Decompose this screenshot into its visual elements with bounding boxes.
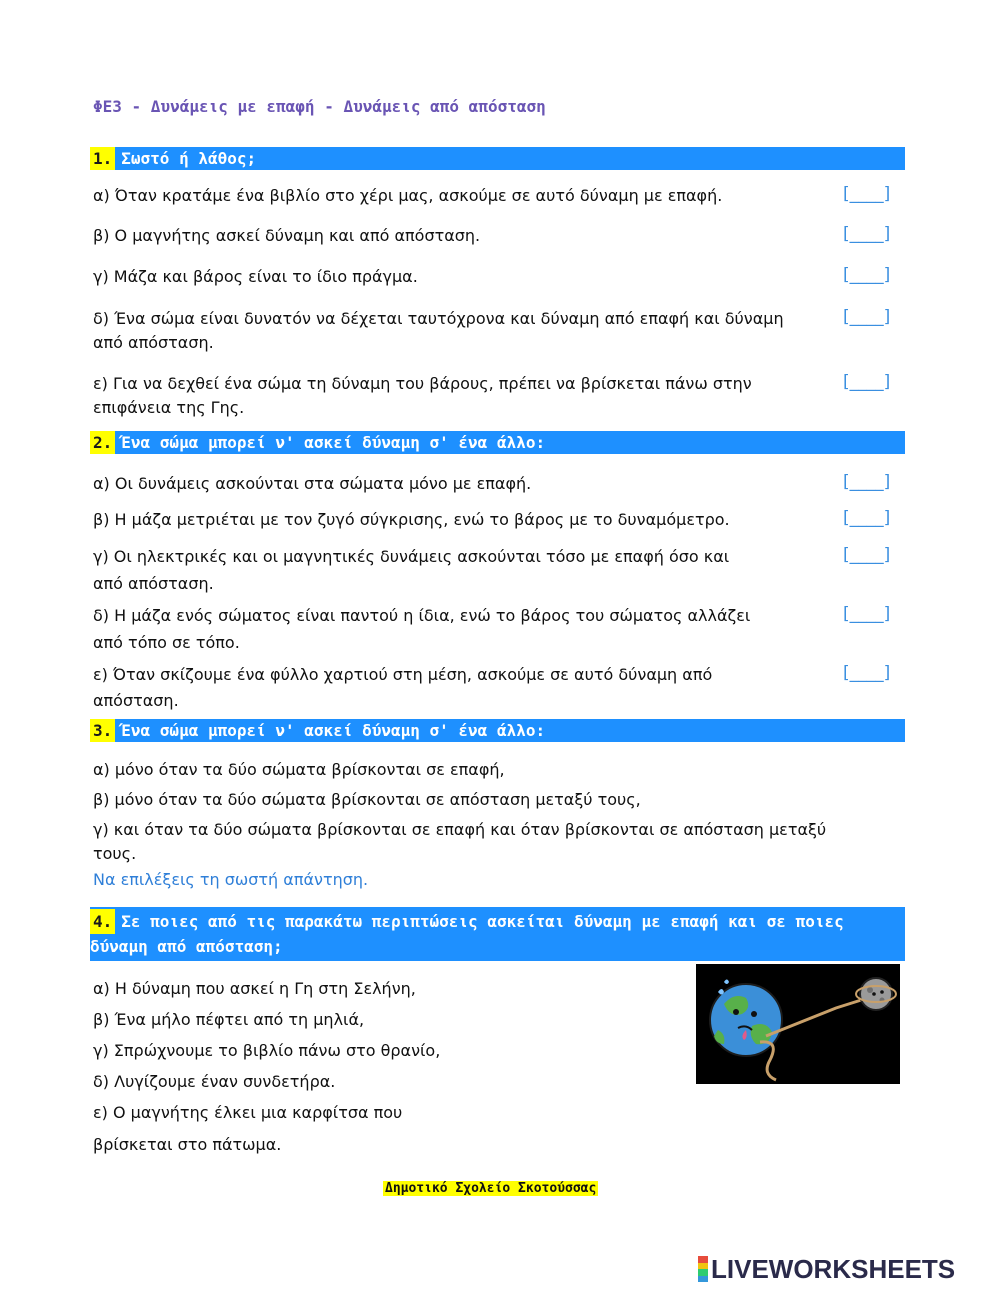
statement-1d-cont: από απόσταση. <box>93 333 214 352</box>
section-heading: Ένα σώμα μπορεί ν' ασκεί δύναμη σ' ένα άλλο: <box>121 721 546 740</box>
case-4c: γ) Σπρώχνουμε το βιβλίο πάνω στο θρανίο, <box>93 1041 441 1060</box>
answer-blank[interactable]: [____] <box>843 508 891 528</box>
answer-blank[interactable]: [____] <box>843 545 891 565</box>
case-4e-cont: βρίσκεται στο πάτωμα. <box>93 1135 282 1154</box>
instruction-text: Να επιλέξεις τη σωστή απάντηση. <box>93 870 369 889</box>
section-number: 3. <box>90 719 115 742</box>
section-4-header <box>90 907 905 961</box>
answer-blank[interactable]: [____] <box>843 184 891 204</box>
statement-2c-cont: από απόσταση. <box>93 574 214 593</box>
section-heading-line2: δύναμη από απόσταση; <box>90 937 283 956</box>
statement-1e-cont: επιφάνεια της Γης. <box>93 398 245 417</box>
section-2-header <box>90 431 905 454</box>
option-3c[interactable]: γ) και όταν τα δύο σώματα βρίσκονται σε επαφή και όταν βρίσκονται σε απόσταση μεταξύ <box>93 820 827 839</box>
section-heading: Σωστό ή λάθος; <box>121 149 257 168</box>
statement-1d: δ) Ένα σώμα είναι δυνατόν να δέχεται ταυτόχρονα και δύναμη από επαφή και δύναμη <box>93 309 784 328</box>
school-credit: Δημοτικό Σχολείο Σκοτούσσας <box>385 1181 597 1196</box>
statement-2e: ε) Όταν σκίζουμε ένα φύλλο χαρτιού στη μέση, ασκούμε σε αυτό δύναμη από <box>93 665 713 684</box>
answer-blank[interactable]: [____] <box>843 265 891 285</box>
statement-2d: δ) Η μάζα ενός σώματος είναι παντού η ίδια, ενώ το βάρος του σώματος αλλάζει <box>93 606 751 625</box>
statement-1c: γ) Μάζα και βάρος είναι το ίδιο πράγμα. <box>93 267 418 286</box>
section-number: 1. <box>90 147 115 170</box>
section-number: 4. <box>90 909 115 934</box>
statement-2a: α) Οι δυνάμεις ασκούνται στα σώματα μόνο με επαφή. <box>93 474 532 493</box>
answer-blank[interactable]: [____] <box>843 372 891 392</box>
section-3-header <box>90 719 905 742</box>
statement-2d-cont: από τόπο σε τόπο. <box>93 633 240 652</box>
logo-mark-icon <box>698 1256 708 1282</box>
liveworksheets-logo <box>698 1254 955 1284</box>
statement-2e-cont: απόσταση. <box>93 691 179 710</box>
statement-1e: ε) Για να δεχθεί ένα σώμα τη δύναμη του βάρους, πρέπει να βρίσκεται πάνω στην <box>93 374 752 393</box>
option-3c-cont: τους. <box>93 844 137 863</box>
answer-blank[interactable]: [____] <box>843 224 891 244</box>
earth-moon-icon <box>696 964 900 1084</box>
answer-blank[interactable]: [____] <box>843 472 891 492</box>
case-4a: α) Η δύναμη που ασκεί η Γη στη Σελήνη, <box>93 979 416 998</box>
page-title: ΦΕ3 - Δυνάμεις με επαφή - Δυνάμεις από απόσταση <box>93 97 546 116</box>
statement-1b: β) Ο μαγνήτης ασκεί δύναμη και από απόσταση. <box>93 226 481 245</box>
section-1-header <box>90 147 905 170</box>
answer-blank[interactable]: [____] <box>843 307 891 327</box>
option-3b[interactable]: β) μόνο όταν τα δύο σώματα βρίσκονται σε απόσταση μεταξύ τους, <box>93 790 641 809</box>
statement-2b: β) Η μάζα μετριέται με τον ζυγό σύγκρισης, ενώ το βάρος με το δυναμόμετρο. <box>93 510 730 529</box>
option-3a[interactable]: α) μόνο όταν τα δύο σώματα βρίσκονται σε επαφή, <box>93 760 505 779</box>
section-heading: Ένα σώμα μπορεί ν' ασκεί δύναμη σ' ένα άλλο: <box>121 433 546 452</box>
answer-blank[interactable]: [____] <box>843 604 891 624</box>
case-4b: β) Ένα μήλο πέφτει από τη μηλιά, <box>93 1010 365 1029</box>
statement-1a: α) Όταν κρατάμε ένα βιβλίο στο χέρι μας, ασκούμε σε αυτό δύναμη με επαφή. <box>93 186 723 205</box>
statement-2c: γ) Οι ηλεκτρικές και οι μαγνητικές δυνάμεις ασκούνται τόσο με επαφή όσο και <box>93 547 730 566</box>
section-number: 2. <box>90 431 115 454</box>
section-heading: Σε ποιες από τις παρακάτω περιπτώσεις ασκείται δύναμη με επαφή και σε ποιες <box>121 912 844 931</box>
case-4e: ε) Ο μαγνήτης έλκει μια καρφίτσα που <box>93 1103 403 1122</box>
logo-text: LIVEWORKSHEETS <box>711 1253 956 1284</box>
case-4d: δ) Λυγίζουμε έναν συνδετήρα. <box>93 1072 336 1091</box>
earth-moon-illustration <box>696 964 900 1084</box>
answer-blank[interactable]: [____] <box>843 663 891 683</box>
